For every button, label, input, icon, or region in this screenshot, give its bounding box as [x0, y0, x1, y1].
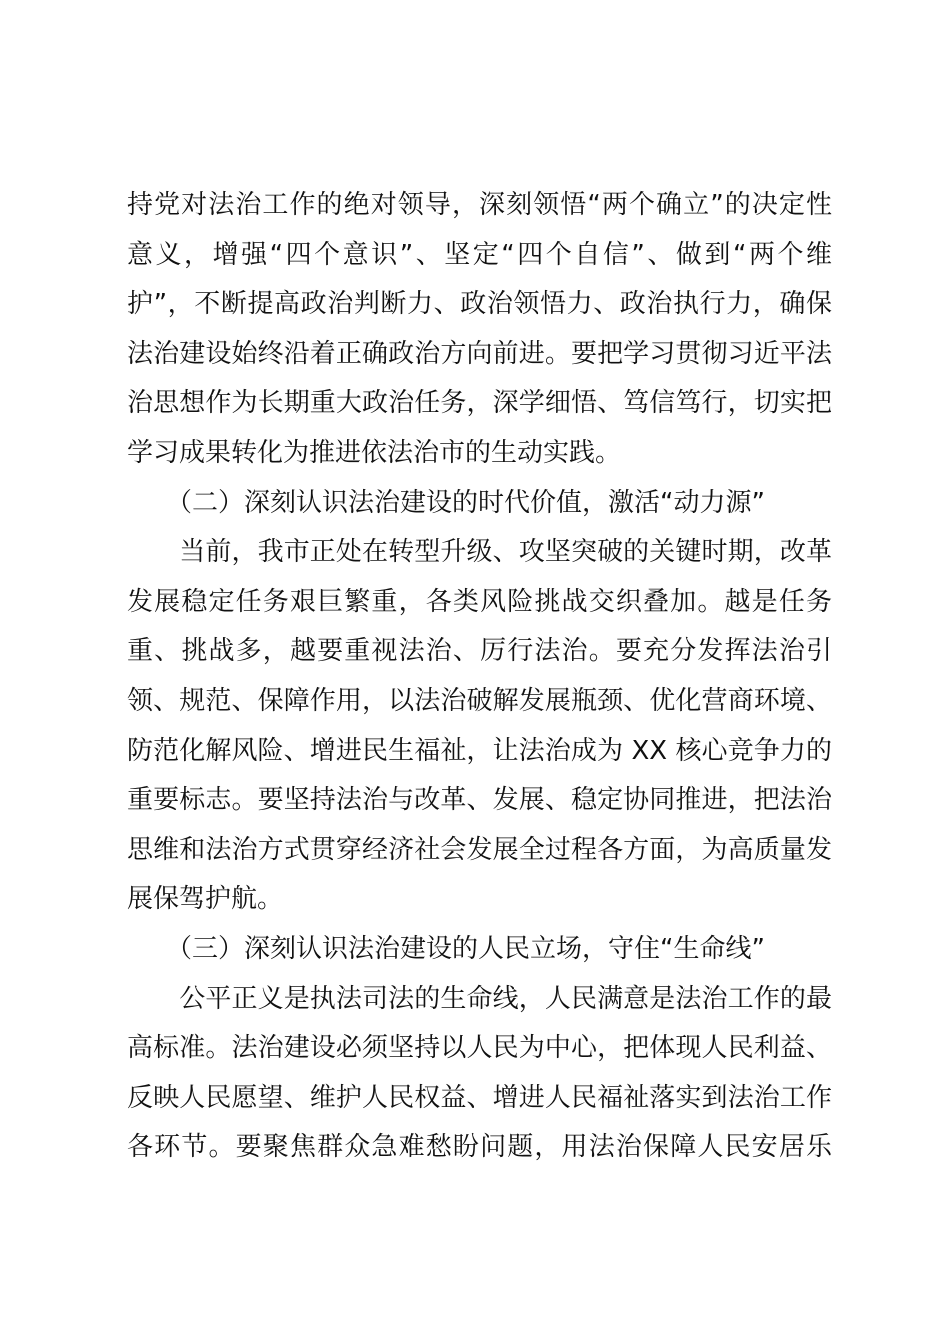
text-line: 学习成果转化为推进依法治市的生动实践。: [127, 437, 622, 468]
text-line: 公平正义是执法司法的生命线，人民满意是法治工作的最: [127, 983, 832, 1014]
text-line: 当前，我市正处在转型升级、攻坚突破的关键时期，改革: [127, 537, 832, 568]
text-line: 展保驾护航。: [127, 884, 284, 915]
text-line: 反映人民愿望、维护人民权益、增进人民福祉落实到法治工作: [127, 1082, 832, 1113]
text-line: 重要标志。要坚持法治与改革、发展、稳定协同推进，把法治: [127, 785, 832, 816]
text-line: 发展稳定任务艰巨繁重，各类风险挑战交织叠加。越是任务: [127, 586, 832, 617]
text-line: 各环节。要聚焦群众急难愁盼问题，用法治保障人民安居乐: [127, 1132, 832, 1163]
text-line: 法治建设始终沿着正确政治方向前进。要把学习贯彻习近平法: [127, 338, 832, 369]
section-heading: （三）深刻认识法治建设的人民立场，守住“生命线”: [127, 933, 765, 964]
text-line: 防范化解风险、增进民生福祉，让法治成为 XX 核心竞争力的: [127, 735, 832, 766]
text-line: 领、规范、保障作用，以法治破解发展瓶颈、优化营商环境、: [127, 685, 832, 716]
text-line: 持党对法治工作的绝对领导，深刻领悟“两个确立”的决定性: [127, 190, 832, 220]
text-line: 思维和法治方式贯穿经济社会发展全过程各方面，为高质量发: [127, 834, 832, 865]
text-line: 治思想作为长期重大政治任务，深学细悟、笃信笃行，切实把: [127, 388, 832, 419]
section-heading: （二）深刻认识法治建设的时代价值，激活“动力源”: [127, 487, 765, 518]
text-line: 重、挑战多，越要重视法治、厉行法治。要充分发挥法治引: [127, 636, 832, 667]
text-line: 高标准。法治建设必须坚持以人民为中心，把体现人民利益、: [127, 1033, 832, 1064]
text-line: 护”，不断提高政治判断力、政治领悟力、政治执行力，确保: [127, 289, 832, 320]
text-line: 意义，增强“四个意识”、坚定“四个自信”、做到“两个维: [127, 239, 832, 270]
body-text: [127, 181, 832, 1173]
